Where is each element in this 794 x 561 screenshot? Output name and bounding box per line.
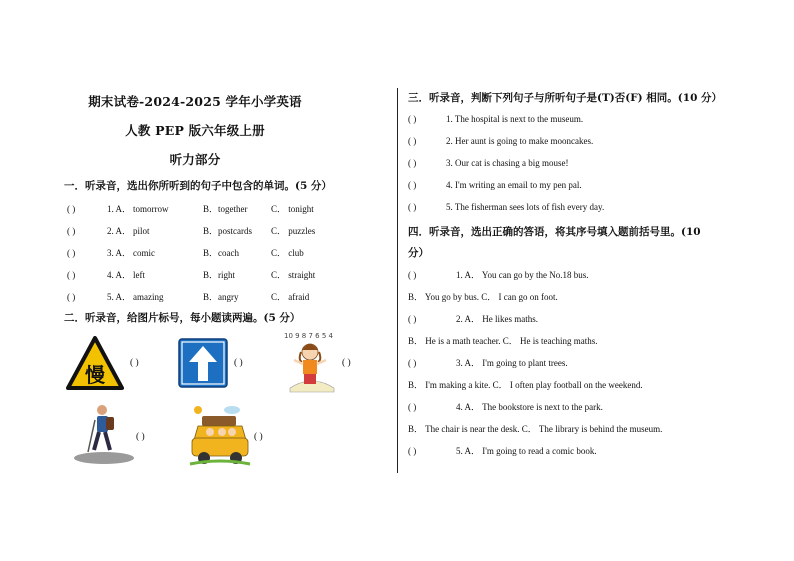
option-text: 4. A． The bookstore is next to the park. (456, 402, 603, 412)
option-b: B．together (203, 204, 248, 214)
answer-paren[interactable]: ( ) (136, 432, 145, 442)
option-text: B． He is a math teacher. C． He is teaching maths. (408, 336, 598, 346)
exam-subtitle: 人教 PEP 版六年级上册 (125, 123, 265, 138)
option-c: C． club (271, 248, 304, 258)
item-number: 2. A． (107, 226, 132, 236)
part-title: 听力部分 (169, 152, 221, 167)
section2-heading: 二．听录音，给图片标号，每小题读两遍。(5 分） (64, 312, 301, 324)
section4-question (408, 268, 589, 281)
section4-question (408, 356, 568, 369)
option-text: 5. A． I'm going to read a comic book. (456, 446, 597, 456)
answer-paren[interactable]: ( ) (342, 358, 351, 368)
section4-options (408, 334, 597, 347)
option-text: 2. A． He likes maths. (456, 314, 538, 324)
answer-paren[interactable]: ( ) (408, 202, 417, 212)
answer-paren[interactable]: ( ) (408, 402, 417, 412)
answer-paren[interactable]: ( ) (130, 358, 139, 368)
section3-item (408, 180, 582, 190)
section1-item (67, 268, 315, 281)
answer-paren[interactable]: ( ) (67, 226, 76, 236)
column-divider (397, 88, 398, 473)
answer-paren[interactable]: ( ) (408, 180, 417, 190)
section3-item (408, 202, 604, 212)
section4-options (408, 378, 643, 391)
item-number: 1. A． (107, 204, 132, 214)
option-b: B．postcards (203, 226, 252, 236)
item-number: 4. A． (107, 270, 132, 280)
option-c: C． straight (271, 270, 316, 280)
answer-paren[interactable]: ( ) (67, 248, 76, 258)
option-b: B．coach (203, 248, 239, 258)
option-a: amazing (133, 292, 164, 302)
exam-title: 期末试卷-2024-2025 学年小学英语 (88, 94, 302, 109)
family-car-picture (188, 402, 252, 470)
answer-paren[interactable]: ( ) (254, 432, 263, 442)
straight-arrow-sign-picture (178, 338, 228, 388)
section4-options (408, 290, 558, 303)
section1-item (67, 224, 315, 237)
option-c: C． puzzles (271, 226, 316, 236)
answer-paren[interactable]: ( ) (408, 270, 417, 280)
answer-paren[interactable]: ( ) (408, 158, 417, 168)
slow-sign-text: 慢 (85, 363, 105, 387)
section1-item (67, 246, 304, 259)
option-text: 3. A． I'm going to plant trees. (456, 358, 568, 368)
section4-question (408, 444, 597, 457)
option-a: left (133, 270, 145, 280)
slow-sign-picture (66, 336, 124, 390)
option-text: B． I'm making a kite. C． I often play football on the weekend. (408, 380, 643, 390)
section4-heading-cont: 分） (408, 247, 429, 259)
item-text: 3. Our cat is chasing a big mouse! (446, 158, 569, 168)
hiker-picture (68, 402, 134, 466)
option-text: 1. A． You can go by the No.18 bus. (456, 270, 589, 280)
option-text: B． The chair is near the desk. C． The library is behind the museum. (408, 424, 663, 434)
answer-paren[interactable]: ( ) (408, 446, 417, 456)
item-text: 2. Her aunt is going to make mooncakes. (446, 136, 594, 146)
option-text: B． You go by bus. C． I can go on foot. (408, 292, 558, 302)
option-a: pilot (133, 226, 150, 236)
section3-item (408, 136, 593, 146)
section1-item (67, 290, 309, 303)
section1-heading: 一．听录音，选出你所听到的句子中包含的单词。(5 分） (64, 180, 332, 192)
section3-item (408, 158, 568, 168)
section4-heading: 四．听录音，选出正确的答语，将其序号填入题前括号里。(10 (408, 226, 701, 238)
option-c: C． tonight (271, 204, 314, 214)
option-b: B．angry (203, 292, 239, 302)
section1-item (67, 202, 314, 215)
item-number: 3. A． (107, 248, 132, 258)
answer-paren[interactable]: ( ) (408, 314, 417, 324)
answer-paren[interactable]: ( ) (67, 292, 76, 302)
answer-paren[interactable]: ( ) (67, 270, 76, 280)
option-a: tomorrow (133, 204, 169, 214)
section4-options (408, 422, 662, 435)
section3-item (408, 114, 583, 124)
item-text: 5. The fisherman sees lots of fish every day. (446, 202, 605, 212)
option-a: comic (133, 248, 155, 258)
answer-paren[interactable]: ( ) (408, 358, 417, 368)
item-text: 4. I'm writing an email to my pen pal. (446, 180, 582, 190)
item-number: 5. A． (107, 292, 132, 302)
answer-paren[interactable]: ( ) (408, 114, 417, 124)
girl-counting-picture (282, 330, 342, 394)
section4-question (408, 400, 603, 413)
option-c: C． afraid (271, 292, 310, 302)
answer-paren[interactable]: ( ) (408, 136, 417, 146)
section4-question (408, 312, 538, 325)
item-text: 1. The hospital is next to the museum. (446, 114, 584, 124)
section3-heading: 三．听录音，判断下列句子与所听句子是(T)否(F) 相同。(10 分） (408, 92, 723, 104)
answer-paren[interactable]: ( ) (67, 204, 76, 214)
numbers-text: 10 9 8 7 6 5 4 (284, 332, 333, 340)
option-b: B．right (203, 270, 236, 280)
answer-paren[interactable]: ( ) (234, 358, 243, 368)
